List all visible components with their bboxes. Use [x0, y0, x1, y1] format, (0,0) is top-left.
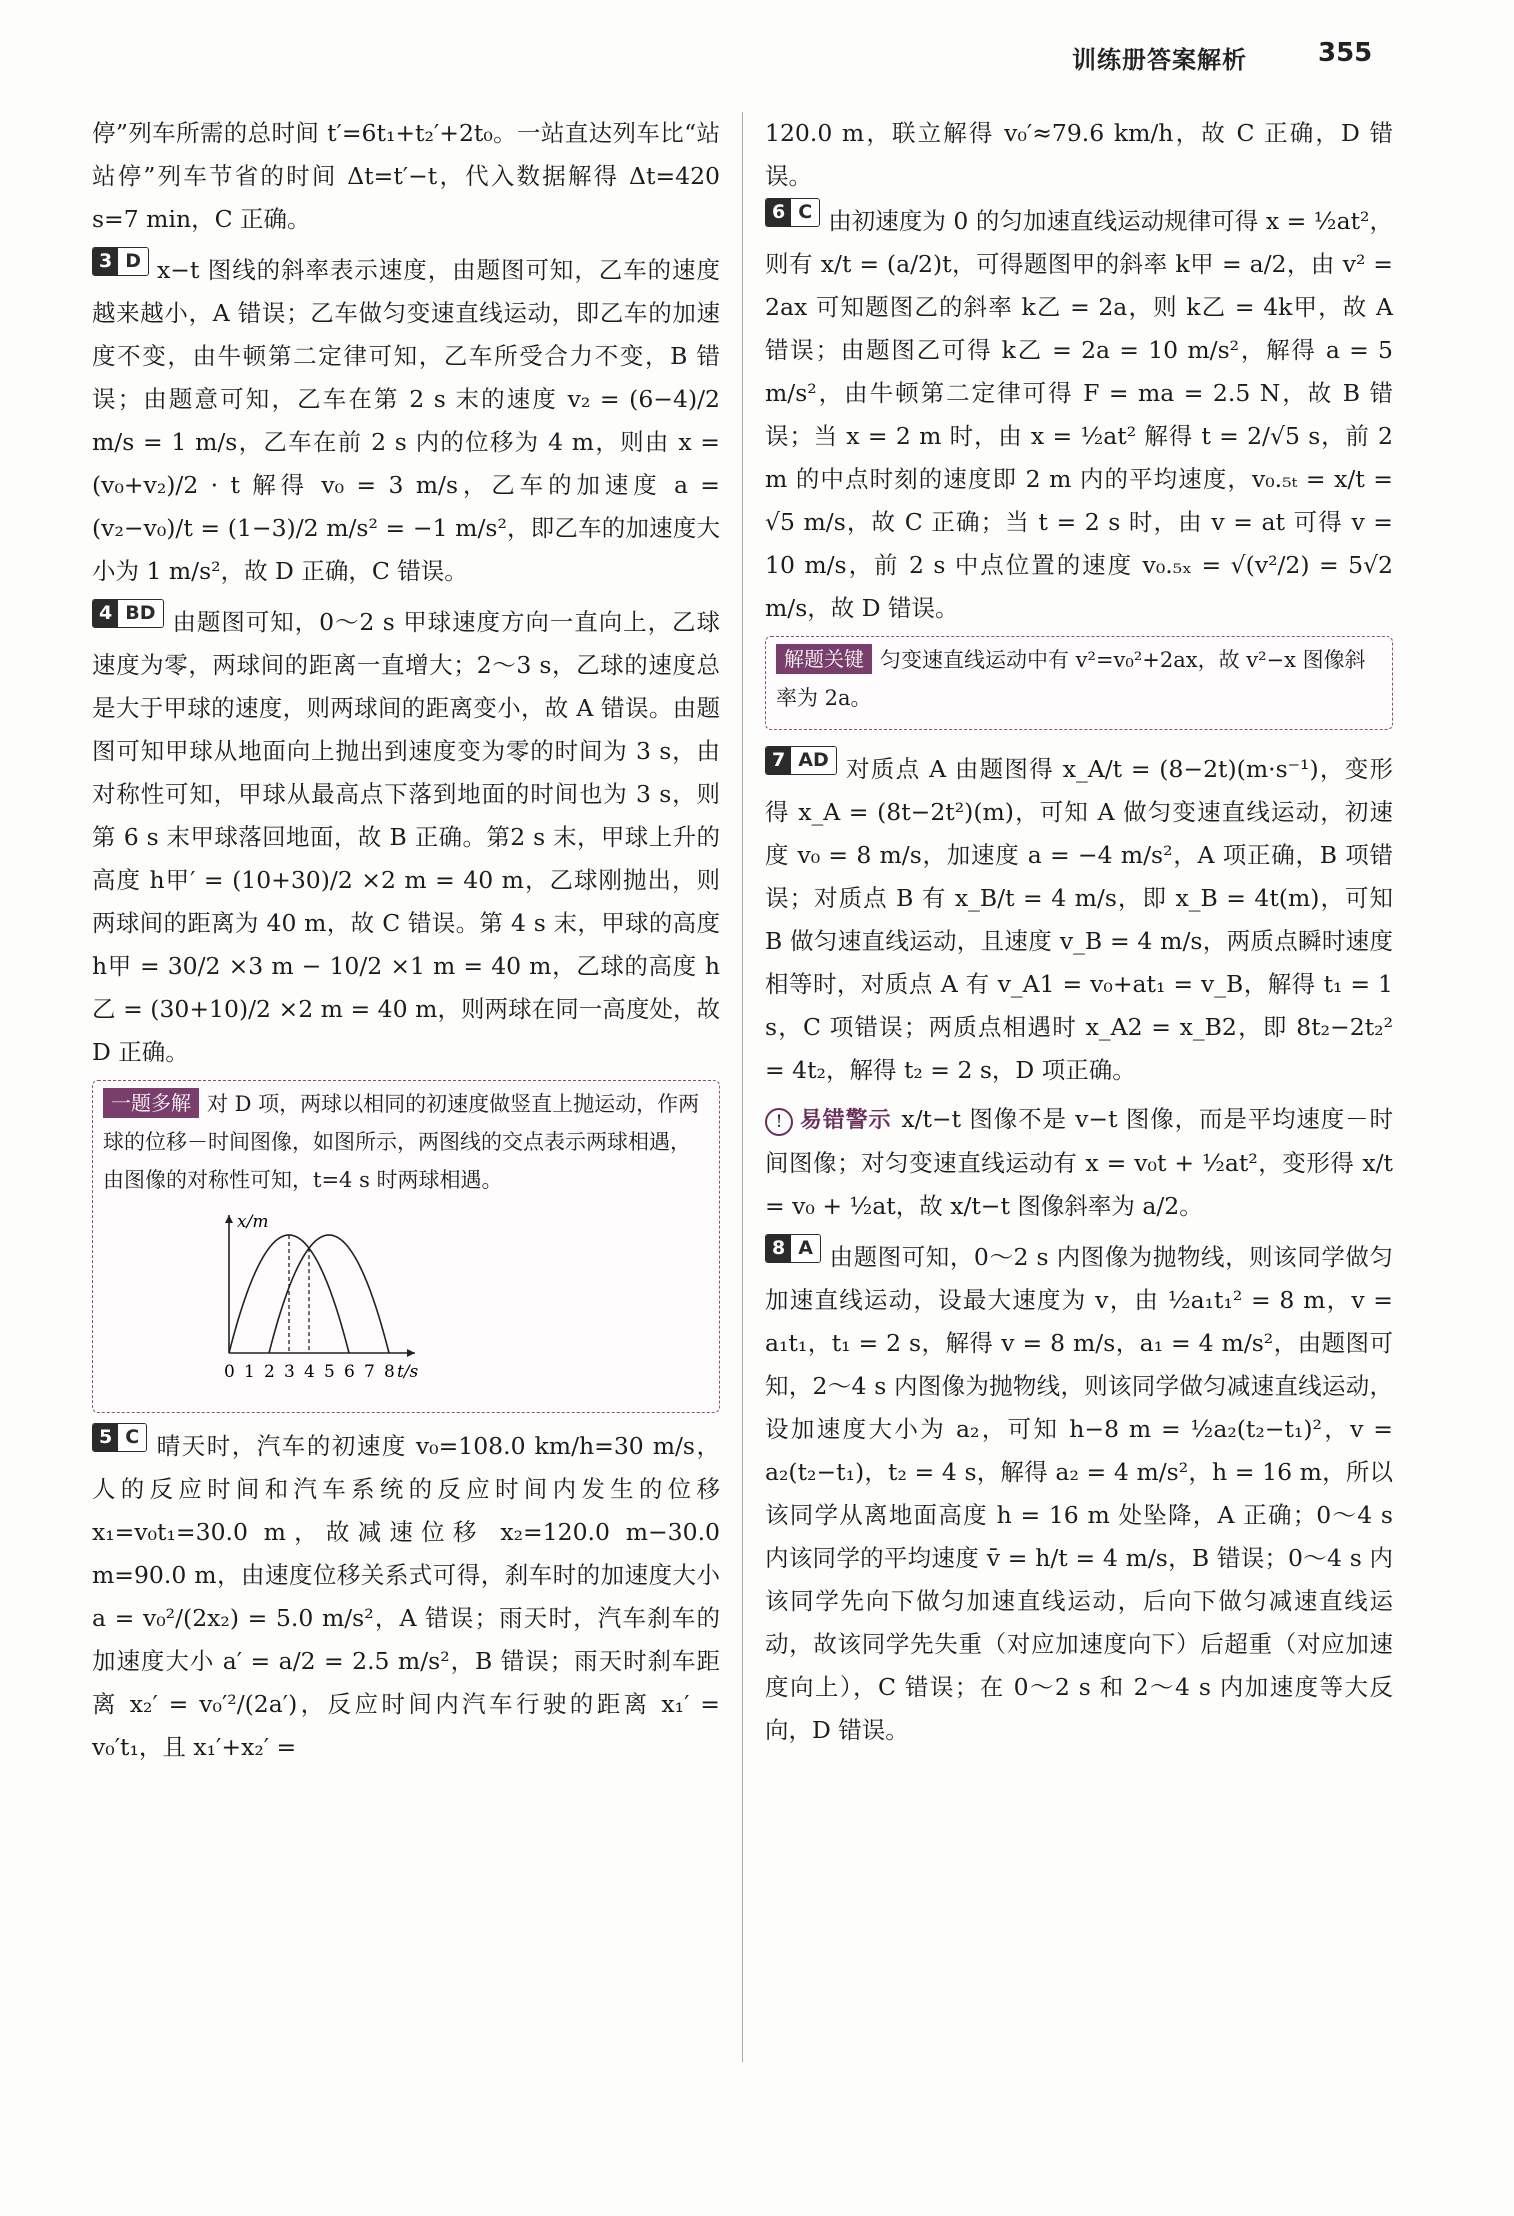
- curve-ball-b: [269, 1235, 389, 1353]
- multi-solution-tag: 一题多解: [103, 1088, 199, 1118]
- multi-solution-box: [92, 1080, 720, 1413]
- x-axis-label: t/s: [397, 1362, 419, 1382]
- answer-letter: C: [118, 1424, 146, 1451]
- common-mistake-tag: 易错警示: [799, 1108, 892, 1133]
- left-intro-paragraph: 停”列车所需的总时间 t′=6t₁+t₂′+2t₀。一站直达列车比“站站停”列车节省的时间 Δt=t′−t，代入数据解得 Δt=420 s=7 min，C 正确。: [92, 119, 720, 233]
- question-number: 7: [766, 747, 791, 774]
- tick-label: 1: [244, 1362, 255, 1382]
- tick-label: 8: [384, 1362, 395, 1382]
- question-number: 3: [93, 248, 118, 275]
- question-8-answer: [765, 1234, 1393, 1752]
- question-7-text: 对质点 A 由题图得 x_A/t = (8−2t)(m·s⁻¹)，变形得 x_A = (8t−2t²)(m)，可知 A 做匀变速直线运动，初速度 v₀ = 8 m/s，加速度 a = −4 m/s²，A 项正确，B 项错误；对质点 B 有 x_B/t = 4 m/s，即 x_B = 4t(m)，可知 B 做匀速直线运动，且速度 v_B = 4 m/s，两质点瞬时速度相等时，对质点 A 有 v_A1 = v₀+at₁ = v_B，解得 t₁ = 1 s，C 项错误；两质点相遇时 x_A2 = x_B2，即 8t₂−2t₂² = 4t₂，解得 t₂ = 2 s，D 项正确。: [765, 755, 1393, 1084]
- warning-icon: !: [765, 1108, 793, 1136]
- question-number: 6: [766, 199, 791, 226]
- common-mistake-note: [765, 1098, 1393, 1228]
- tick-label: 5: [324, 1362, 335, 1382]
- answer-letter: BD: [118, 600, 162, 627]
- header-title: 训练册答案解析: [1072, 46, 1247, 74]
- question-5-answer: [92, 1423, 720, 1769]
- question-6-badge: [765, 198, 820, 227]
- column-divider: [742, 112, 743, 2062]
- y-axis-label: x/m: [237, 1212, 269, 1232]
- question-4-text: 由题图可知，0～2 s 甲球速度方向一直向上，乙球速度为零，两球间的距离一直增大；2～3 s，乙球的速度总是大于甲球的速度，则两球间的距离变小，故 A 错误。由题图可知甲球从地面向上抛出到速度变为零的时间为 3 s，由对称性可知，甲球从最高点下落到地面的时间也为 3 s，则第 6 s 末甲球落回地面，故 B 正确。第2 s 末，甲球上升的高度 h甲′ = (10+30)/2 ×2 m = 40 m，乙球刚抛出，则两球间的距离为 40 m，故 C 错误。第 4 s 末，甲球的高度 h甲 = 30/2 ×3 m − 10/2 ×1 m = 40 m，乙球的高度 h乙 = (30+10)/2 ×2 m = 40 m，则两球在同一高度处，故 D 正确。: [92, 608, 720, 1066]
- common-mistake-text: x/t−t 图像不是 v−t 图像，而是平均速度－时间图像；对匀变速直线运动有 x = v₀t + ½at²，变形得 x/t = v₀ + ½at，故 x/t−t 图像斜率为 a/2。: [765, 1105, 1393, 1220]
- y-axis-arrow: [225, 1215, 233, 1223]
- question-3-badge: [92, 247, 149, 276]
- position-time-graph: [103, 1199, 705, 1400]
- question-number: 4: [93, 600, 118, 627]
- tick-label: 3: [284, 1362, 295, 1382]
- question-6-answer: [765, 198, 1393, 630]
- page-number: 355: [1318, 38, 1373, 68]
- tick-label: 7: [364, 1362, 375, 1382]
- tick-label: 6: [344, 1362, 355, 1382]
- question-7-answer: [765, 746, 1393, 1092]
- question-number: 5: [93, 1424, 118, 1451]
- question-5-badge: [92, 1423, 147, 1452]
- question-3-text: x−t 图线的斜率表示速度，由题图可知，乙车的速度越来越小，A 错误；乙车做匀变速直线运动，即乙车的加速度不变，由牛顿第二定律可知，乙车所受合力不变，B 错误；由题意可知，乙车在第 2 s 末的速度 v₂ = (6−4)/2 m/s = 1 m/s，乙车在前 2 s 内的位移为 4 m，则由 x = (v₀+v₂)/2 · t 解得 v₀ = 3 m/s，乙车的加速度 a = (v₂−v₀)/t = (1−3)/2 m/s² = −1 m/s²，即乙车的加速度大小为 1 m/s²，故 D 正确，C 错误。: [92, 256, 720, 585]
- question-5-text: 晴天时，汽车的初速度 v₀=108.0 km/h=30 m/s，人的反应时间和汽车系统的反应时间内发生的位移 x₁=v₀t₁=30.0 m，故减速位移 x₂=120.0 m−30.0 m=90.0 m，由速度位移关系式可得，刹车时的加速度大小 a = v₀²/(2x₂) = 5.0 m/s²，A 错误；雨天时，汽车刹车的加速度大小 a′ = a/2 = 2.5 m/s²，B 错误；雨天时刹车距离 x₂′ = v₀′²/(2a′)，反应时间内汽车行驶的距离 x₁′ = v₀′t₁，且 x₁′+x₂′ =: [92, 1432, 720, 1761]
- right-column: [765, 112, 1393, 1752]
- answer-letter: AD: [791, 747, 835, 774]
- question-6-text: 由初速度为 0 的匀加速直线运动规律可得 x = ½at²，则有 x/t = (a/2)t，可得题图甲的斜率 k甲 = a/2，由 v² = 2ax 可知题图乙的斜率 k乙 = 2a，则 k乙 = 4k甲，故 A 错误；由题图乙可得 k乙 = 2a = 10 m/s²，解得 a = 5 m/s²，由牛顿第二定律可得 F = ma = 2.5 N，故 B 错误；当 x = 2 m 时，由 x = ½at² 解得 t = 2/√5 s，前 2 m 的中点时刻的速度即 2 m 内的平均速度，v₀.₅ₜ = x/t = √5 m/s，故 C 正确；当 t = 2 s 时，由 v = at 可得 v = 10 m/s，前 2 s 中点位置的速度 v₀.₅ₓ = √(v²/2) = 5√2 m/s，故 D 错误。: [765, 207, 1393, 622]
- answer-letter: A: [791, 1235, 820, 1262]
- answer-letter: D: [118, 248, 148, 275]
- question-4-badge: [92, 599, 164, 628]
- answer-letter: C: [791, 199, 819, 226]
- graph-svg: [199, 1203, 499, 1388]
- question-4-answer: [92, 599, 720, 1074]
- tick-label: 2: [264, 1362, 275, 1382]
- question-8-text: 由题图可知，0～2 s 内图像为抛物线，则该同学做匀加速直线运动，设最大速度为 v，由 ½a₁t₁² = 8 m，v = a₁t₁，t₁ = 2 s，解得 v = 8 m/s，a₁ = 4 m/s²，由题图可知，2～4 s 内图像为抛物线，则该同学做匀减速直线运动，设加速度大小为 a₂，可知 h−8 m = ½a₂(t₂−t₁)²，v = a₂(t₂−t₁)，t₂ = 4 s，解得 a₂ = 4 m/s²，h = 16 m，所以该同学从离地面高度 h = 16 m 处坠降，A 正确；0～4 s 内该同学的平均速度 v̄ = h/t = 4 m/s，B 错误；0～4 s 内该同学先向下做匀加速直线运动，后向下做匀减速直线运动，故该同学先失重（对应加速度向下）后超重（对应加速度向上），C 错误；在 0～2 s 和 2～4 s 内加速度等大反向，D 错误。: [765, 1243, 1393, 1744]
- question-number: 8: [766, 1235, 791, 1262]
- key-point-tag: 解题关键: [776, 644, 872, 674]
- left-column: [92, 112, 720, 1769]
- x-axis-arrow: [407, 1349, 415, 1357]
- multi-solution-text: 对 D 项，两球以相同的初速度做竖直上抛运动，作两球的位移－时间图像，如图所示，两图线的交点表示两球相遇，由图像的对称性可知，t=4 s 时两球相遇。: [103, 1092, 700, 1192]
- question-7-badge: [765, 746, 837, 775]
- tick-label: 4: [304, 1362, 315, 1382]
- question-8-badge: [765, 1234, 821, 1263]
- question-3-answer: [92, 247, 720, 593]
- tick-label: 0: [224, 1362, 235, 1382]
- key-point-box: [765, 636, 1393, 730]
- right-continuation-paragraph: 120.0 m，联立解得 v₀′≈79.6 km/h，故 C 正确，D 错误。: [765, 119, 1393, 190]
- key-point-text: 匀变速直线运动中有 v²=v₀²+2ax，故 v²−x 图像斜率为 2a。: [776, 648, 1366, 710]
